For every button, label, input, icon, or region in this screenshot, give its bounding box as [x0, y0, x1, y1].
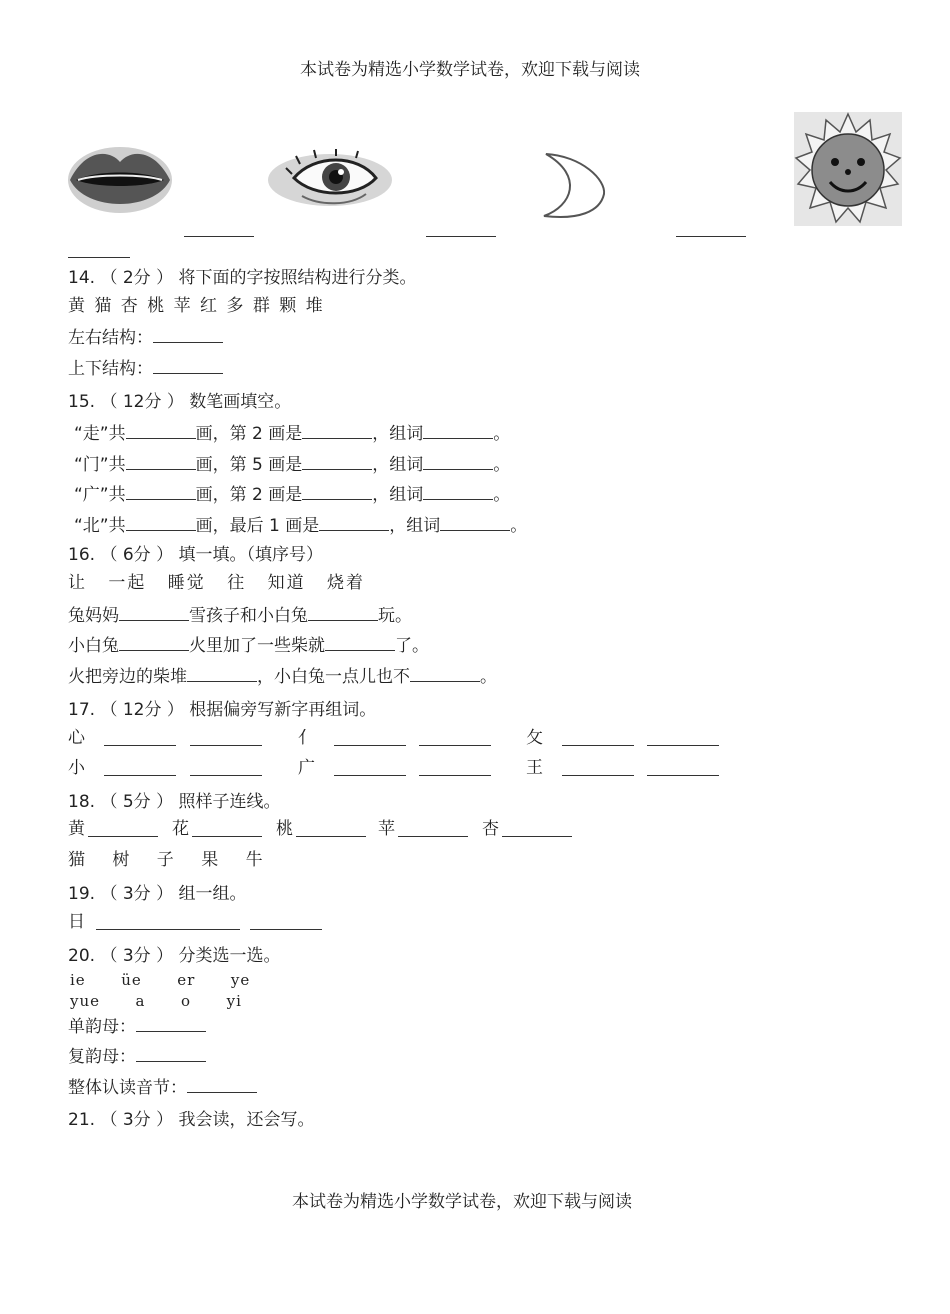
picture-answer-line[interactable]: [426, 236, 496, 237]
q20-line3-label: 整体认读音节：: [68, 1078, 187, 1098]
q20-line1: [68, 1017, 206, 1036]
answer-blank[interactable]: [302, 424, 372, 439]
q16-words: 让 一起 睡觉 往 知道 烧着: [68, 573, 366, 593]
answer-line[interactable]: [96, 929, 240, 930]
answer-line[interactable]: [419, 775, 491, 776]
answer-blank[interactable]: [126, 485, 196, 500]
q15-row: [74, 516, 527, 535]
q18-top-item: 花: [172, 819, 189, 839]
q20-pinyin-row1: ie üe er ye: [70, 971, 251, 989]
page-footer: 本试卷为精选小学数学试卷，欢迎下载与阅读: [292, 1192, 632, 1212]
q17-title: 17. （ 12分 ） 根据偏旁写新字再组词。: [68, 700, 377, 720]
answer-line[interactable]: [334, 775, 406, 776]
answer-blank[interactable]: [136, 1047, 206, 1062]
q15-text: “门”共: [74, 455, 126, 475]
answer-blank[interactable]: [423, 424, 493, 439]
answer-line[interactable]: [334, 745, 406, 746]
q16-text: 兔妈妈: [68, 606, 119, 626]
q16-text: 雪孩子和小白兔: [189, 606, 308, 626]
q16-text: 小白兔: [68, 636, 119, 656]
q15-text: ，组词: [389, 516, 441, 536]
match-line[interactable]: [502, 836, 572, 837]
q14-line2: [68, 359, 223, 378]
q15-text: 。: [510, 516, 528, 536]
answer-blank[interactable]: [308, 606, 378, 621]
match-line[interactable]: [296, 836, 366, 837]
q16-text: 火里加了一些柴就: [189, 636, 325, 656]
q19-title: 19. （ 3分 ） 组一组。: [68, 884, 247, 904]
q20-line2-label: 复韵母：: [68, 1047, 136, 1067]
q16-sentence: [68, 667, 497, 686]
q20-pinyin-row2: yue a o yi: [70, 992, 242, 1010]
q15-row: [74, 485, 510, 504]
q16-title: 16. （ 6分 ） 填一填。（填序号）: [68, 545, 323, 565]
q14-title: 14. （ 2分 ） 将下面的字按照结构进行分类。: [68, 268, 417, 288]
q15-text: 画，第 5 画是: [195, 455, 303, 475]
q15-text: 。: [493, 485, 511, 505]
answer-line[interactable]: [104, 745, 176, 746]
q14-line1: [68, 328, 223, 347]
q15-text: 画，第 2 画是: [195, 485, 303, 505]
q15-text: ，组词: [372, 485, 424, 505]
answer-line[interactable]: [647, 745, 719, 746]
q15-text: ，组词: [372, 455, 424, 475]
q14-line2-label: 上下结构：: [68, 359, 153, 379]
picture-answer-line[interactable]: [68, 257, 130, 258]
match-line[interactable]: [398, 836, 468, 837]
q17-radical: 广: [298, 758, 315, 778]
q14-line1-label: 左右结构：: [68, 328, 153, 348]
answer-line[interactable]: [250, 929, 322, 930]
q16-text: 玩。: [378, 606, 412, 626]
q18-bottom: 猫 树 子 果 牛: [68, 850, 265, 870]
picture-answer-line[interactable]: [676, 236, 746, 237]
mouth-picture: [66, 140, 174, 218]
eye-picture: [266, 148, 394, 208]
answer-line[interactable]: [190, 745, 262, 746]
q17-radical: 王: [526, 758, 543, 778]
answer-line[interactable]: [562, 775, 634, 776]
answer-blank[interactable]: [440, 516, 510, 531]
q15-text: ，组词: [372, 424, 424, 444]
q18-top-item: 黄: [68, 819, 85, 839]
answer-blank[interactable]: [319, 516, 389, 531]
answer-blank[interactable]: [423, 455, 493, 470]
q20-title: 20. （ 3分 ） 分类选一选。: [68, 946, 281, 966]
match-line[interactable]: [88, 836, 158, 837]
answer-blank[interactable]: [126, 424, 196, 439]
answer-blank[interactable]: [119, 636, 189, 651]
q17-radical: 心: [68, 728, 85, 748]
answer-blank[interactable]: [410, 667, 480, 682]
q16-text: ，小白兔一点儿也不: [257, 667, 410, 687]
q19-char: 日: [68, 912, 85, 932]
page-header: 本试卷为精选小学数学试卷，欢迎下载与阅读: [300, 60, 640, 80]
q20-line3: [68, 1078, 257, 1097]
q15-text: “北”共: [74, 516, 126, 536]
answer-blank[interactable]: [119, 606, 189, 621]
q17-radical: 攵: [526, 728, 543, 748]
answer-line[interactable]: [419, 745, 491, 746]
answer-line[interactable]: [647, 775, 719, 776]
q15-text: 。: [493, 424, 511, 444]
q15-title: 15. （ 12分 ） 数笔画填空。: [68, 392, 292, 412]
q16-sentence: [68, 636, 429, 655]
q16-text: 火把旁边的柴堆: [68, 667, 187, 687]
q17-radical: 亻: [298, 728, 315, 748]
q14-chars: 黄 猫 杏 桃 苹 红 多 群 颗 堆: [68, 296, 325, 316]
q15-text: 画，最后 1 画是: [195, 516, 320, 536]
answer-blank[interactable]: [423, 485, 493, 500]
answer-blank[interactable]: [187, 1078, 257, 1093]
answer-line[interactable]: [190, 775, 262, 776]
q16-text: 了。: [395, 636, 429, 656]
moon-picture: [538, 150, 610, 222]
answer-blank[interactable]: [136, 1017, 206, 1032]
q15-text: 画，第 2 画是: [195, 424, 303, 444]
answer-blank[interactable]: [302, 455, 372, 470]
q16-sentence: [68, 606, 412, 625]
q18-top-item: 苹: [378, 819, 395, 839]
answer-blank[interactable]: [153, 328, 223, 343]
sun-picture: [794, 112, 902, 226]
answer-blank[interactable]: [325, 636, 395, 651]
q15-text: “走”共: [74, 424, 126, 444]
q17-radical: 小: [68, 758, 85, 778]
q15-text: 。: [493, 455, 511, 475]
answer-blank[interactable]: [126, 455, 196, 470]
q20-line1-label: 单韵母：: [68, 1017, 136, 1037]
q18-top-item: 杏: [482, 819, 499, 839]
answer-blank[interactable]: [302, 485, 372, 500]
answer-blank[interactable]: [153, 359, 223, 374]
q16-text: 。: [480, 667, 497, 687]
answer-blank[interactable]: [126, 516, 196, 531]
q15-text: “广”共: [74, 485, 126, 505]
q21-title: 21. （ 3分 ） 我会读，还会写。: [68, 1110, 315, 1130]
answer-line[interactable]: [104, 775, 176, 776]
q15-row: [74, 455, 510, 474]
answer-blank[interactable]: [187, 667, 257, 682]
q20-line2: [68, 1047, 206, 1066]
match-line[interactable]: [192, 836, 262, 837]
q18-top-item: 桃: [276, 819, 293, 839]
answer-line[interactable]: [562, 745, 634, 746]
q15-row: [74, 424, 510, 443]
picture-answer-line[interactable]: [184, 236, 254, 237]
q18-title: 18. （ 5分 ） 照样子连线。: [68, 792, 281, 812]
